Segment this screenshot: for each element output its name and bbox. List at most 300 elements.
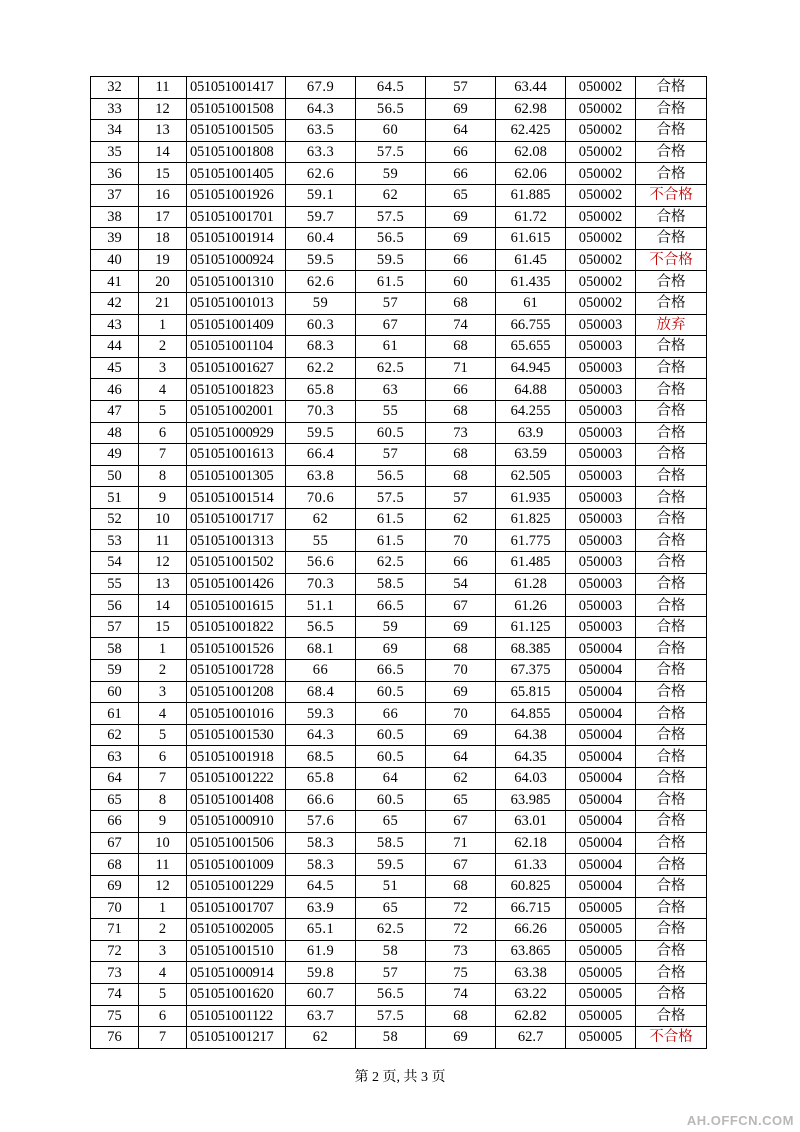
- cell-score-b: 64.5: [356, 77, 426, 99]
- cell-score-b: 58.5: [356, 573, 426, 595]
- cell-exam-id: 051051000910: [187, 811, 286, 833]
- cell-seq: 32: [91, 77, 139, 99]
- cell-score-c: 70: [426, 703, 496, 725]
- cell-score-b: 62.5: [356, 919, 426, 941]
- cell-score-b: 57: [356, 444, 426, 466]
- cell-score-a: 66.4: [286, 444, 356, 466]
- cell-score-a: 62: [286, 1027, 356, 1049]
- cell-total: 66.715: [496, 897, 566, 919]
- cell-exam-id: 051051001918: [187, 746, 286, 768]
- table-row: [91, 271, 707, 293]
- cell-position-code: 050005: [566, 962, 636, 984]
- cell-score-c: 70: [426, 660, 496, 682]
- cell-total: 63.59: [496, 444, 566, 466]
- cell-total: 61.28: [496, 573, 566, 595]
- cell-seq: 76: [91, 1027, 139, 1049]
- cell-score-a: 68.3: [286, 336, 356, 358]
- cell-score-c: 69: [426, 228, 496, 250]
- cell-exam-id: 051051001613: [187, 444, 286, 466]
- table-row: [91, 919, 707, 941]
- cell-status: 合格: [636, 789, 707, 811]
- cell-rank: 11: [139, 854, 187, 876]
- results-table: [90, 76, 707, 1049]
- cell-position-code: 050004: [566, 660, 636, 682]
- cell-rank: 16: [139, 184, 187, 206]
- table-row: [91, 163, 707, 185]
- cell-rank: 12: [139, 875, 187, 897]
- cell-position-code: 050003: [566, 314, 636, 336]
- cell-status: 合格: [636, 660, 707, 682]
- table-row: [91, 422, 707, 444]
- cell-rank: 7: [139, 1027, 187, 1049]
- table-row: [91, 832, 707, 854]
- cell-total: 61.33: [496, 854, 566, 876]
- table-row: [91, 379, 707, 401]
- cell-total: 64.03: [496, 768, 566, 790]
- cell-score-a: 64.3: [286, 724, 356, 746]
- cell-exam-id: 051051001408: [187, 789, 286, 811]
- cell-score-c: 62: [426, 768, 496, 790]
- cell-exam-id: 051051001914: [187, 228, 286, 250]
- cell-rank: 12: [139, 552, 187, 574]
- results-body: [91, 77, 707, 1049]
- cell-rank: 4: [139, 962, 187, 984]
- cell-score-c: 69: [426, 616, 496, 638]
- cell-total: 65.815: [496, 681, 566, 703]
- cell-exam-id: 051051001016: [187, 703, 286, 725]
- cell-exam-id: 051051001009: [187, 854, 286, 876]
- cell-score-b: 59.5: [356, 249, 426, 271]
- cell-score-c: 71: [426, 357, 496, 379]
- cell-rank: 8: [139, 789, 187, 811]
- cell-total: 61.125: [496, 616, 566, 638]
- cell-rank: 6: [139, 1005, 187, 1027]
- cell-position-code: 050004: [566, 638, 636, 660]
- cell-score-a: 66: [286, 660, 356, 682]
- cell-score-a: 59.7: [286, 206, 356, 228]
- cell-position-code: 050003: [566, 552, 636, 574]
- table-row: [91, 77, 707, 99]
- cell-score-c: 68: [426, 292, 496, 314]
- cell-position-code: 050005: [566, 1027, 636, 1049]
- cell-score-b: 56.5: [356, 98, 426, 120]
- cell-score-b: 69: [356, 638, 426, 660]
- cell-rank: 3: [139, 681, 187, 703]
- cell-score-a: 59.5: [286, 422, 356, 444]
- cell-seq: 75: [91, 1005, 139, 1027]
- cell-rank: 14: [139, 141, 187, 163]
- cell-rank: 10: [139, 832, 187, 854]
- cell-total: 64.855: [496, 703, 566, 725]
- cell-score-a: 67.9: [286, 77, 356, 99]
- cell-total: 61.26: [496, 595, 566, 617]
- cell-rank: 15: [139, 163, 187, 185]
- cell-seq: 51: [91, 487, 139, 509]
- cell-position-code: 050004: [566, 875, 636, 897]
- cell-score-c: 62: [426, 508, 496, 530]
- cell-score-c: 68: [426, 400, 496, 422]
- cell-score-c: 75: [426, 962, 496, 984]
- cell-status: 合格: [636, 616, 707, 638]
- cell-score-b: 59: [356, 616, 426, 638]
- cell-score-b: 63: [356, 379, 426, 401]
- cell-score-a: 59.1: [286, 184, 356, 206]
- table-row: [91, 487, 707, 509]
- cell-score-c: 69: [426, 724, 496, 746]
- cell-seq: 42: [91, 292, 139, 314]
- cell-score-c: 73: [426, 422, 496, 444]
- table-row: [91, 638, 707, 660]
- cell-score-c: 57: [426, 487, 496, 509]
- cell-rank: 8: [139, 465, 187, 487]
- cell-total: 66.755: [496, 314, 566, 336]
- cell-exam-id: 051051001229: [187, 875, 286, 897]
- cell-total: 64.255: [496, 400, 566, 422]
- cell-total: 63.01: [496, 811, 566, 833]
- cell-exam-id: 051051001620: [187, 983, 286, 1005]
- cell-score-c: 69: [426, 98, 496, 120]
- cell-exam-id: 051051001222: [187, 768, 286, 790]
- cell-score-a: 60.7: [286, 983, 356, 1005]
- cell-position-code: 050003: [566, 595, 636, 617]
- cell-status: 合格: [636, 681, 707, 703]
- cell-score-a: 64.3: [286, 98, 356, 120]
- cell-seq: 47: [91, 400, 139, 422]
- cell-score-a: 70.3: [286, 573, 356, 595]
- cell-score-b: 51: [356, 875, 426, 897]
- cell-position-code: 050003: [566, 357, 636, 379]
- cell-exam-id: 051051001615: [187, 595, 286, 617]
- cell-total: 61: [496, 292, 566, 314]
- cell-status: 不合格: [636, 184, 707, 206]
- cell-position-code: 050004: [566, 724, 636, 746]
- cell-status: 合格: [636, 141, 707, 163]
- cell-total: 61.72: [496, 206, 566, 228]
- cell-total: 63.22: [496, 983, 566, 1005]
- cell-rank: 21: [139, 292, 187, 314]
- cell-score-a: 65.8: [286, 768, 356, 790]
- cell-total: 60.825: [496, 875, 566, 897]
- cell-exam-id: 051051001208: [187, 681, 286, 703]
- cell-score-b: 57: [356, 962, 426, 984]
- cell-seq: 56: [91, 595, 139, 617]
- cell-position-code: 050003: [566, 573, 636, 595]
- cell-seq: 74: [91, 983, 139, 1005]
- table-row: [91, 854, 707, 876]
- cell-exam-id: 051051001514: [187, 487, 286, 509]
- cell-rank: 9: [139, 811, 187, 833]
- cell-score-c: 74: [426, 314, 496, 336]
- cell-score-c: 74: [426, 983, 496, 1005]
- cell-score-b: 60.5: [356, 789, 426, 811]
- cell-score-b: 56.5: [356, 465, 426, 487]
- cell-position-code: 050003: [566, 487, 636, 509]
- cell-rank: 20: [139, 271, 187, 293]
- table-row: [91, 314, 707, 336]
- cell-score-b: 65: [356, 811, 426, 833]
- cell-score-c: 57: [426, 77, 496, 99]
- table-row: [91, 249, 707, 271]
- table-row: [91, 508, 707, 530]
- cell-score-b: 66.5: [356, 660, 426, 682]
- cell-score-a: 59.8: [286, 962, 356, 984]
- cell-score-a: 64.5: [286, 875, 356, 897]
- cell-status: 合格: [636, 379, 707, 401]
- table-row: [91, 962, 707, 984]
- cell-score-b: 60.5: [356, 422, 426, 444]
- cell-score-b: 67: [356, 314, 426, 336]
- cell-score-b: 60.5: [356, 746, 426, 768]
- cell-rank: 7: [139, 768, 187, 790]
- cell-position-code: 050002: [566, 77, 636, 99]
- cell-score-b: 66: [356, 703, 426, 725]
- cell-exam-id: 051051001409: [187, 314, 286, 336]
- cell-exam-id: 051051002001: [187, 400, 286, 422]
- cell-total: 61.935: [496, 487, 566, 509]
- cell-position-code: 050002: [566, 249, 636, 271]
- cell-seq: 65: [91, 789, 139, 811]
- cell-exam-id: 051051001104: [187, 336, 286, 358]
- cell-score-b: 61.5: [356, 530, 426, 552]
- cell-status: 合格: [636, 552, 707, 574]
- cell-score-b: 61: [356, 336, 426, 358]
- cell-score-c: 65: [426, 184, 496, 206]
- cell-rank: 17: [139, 206, 187, 228]
- cell-rank: 18: [139, 228, 187, 250]
- cell-seq: 44: [91, 336, 139, 358]
- cell-score-c: 73: [426, 940, 496, 962]
- cell-status: 合格: [636, 768, 707, 790]
- cell-position-code: 050005: [566, 919, 636, 941]
- cell-status: 合格: [636, 422, 707, 444]
- cell-seq: 60: [91, 681, 139, 703]
- cell-exam-id: 051051001505: [187, 120, 286, 142]
- cell-score-c: 64: [426, 746, 496, 768]
- cell-status: 合格: [636, 163, 707, 185]
- cell-seq: 53: [91, 530, 139, 552]
- table-row: [91, 897, 707, 919]
- table-row: [91, 940, 707, 962]
- cell-score-a: 59.3: [286, 703, 356, 725]
- cell-position-code: 050004: [566, 768, 636, 790]
- cell-status: 合格: [636, 98, 707, 120]
- cell-status: 合格: [636, 832, 707, 854]
- cell-position-code: 050004: [566, 703, 636, 725]
- cell-status: 合格: [636, 897, 707, 919]
- cell-score-a: 70.3: [286, 400, 356, 422]
- cell-seq: 58: [91, 638, 139, 660]
- table-row: [91, 789, 707, 811]
- cell-exam-id: 051051001701: [187, 206, 286, 228]
- cell-rank: 14: [139, 595, 187, 617]
- cell-status: 合格: [636, 206, 707, 228]
- cell-seq: 61: [91, 703, 139, 725]
- cell-exam-id: 051051001310: [187, 271, 286, 293]
- cell-rank: 4: [139, 379, 187, 401]
- table-row: [91, 465, 707, 487]
- cell-seq: 48: [91, 422, 139, 444]
- cell-score-a: 68.1: [286, 638, 356, 660]
- table-row: [91, 120, 707, 142]
- cell-score-b: 57.5: [356, 206, 426, 228]
- cell-score-a: 59.5: [286, 249, 356, 271]
- cell-seq: 40: [91, 249, 139, 271]
- cell-rank: 3: [139, 940, 187, 962]
- cell-exam-id: 051051001508: [187, 98, 286, 120]
- cell-score-c: 69: [426, 206, 496, 228]
- cell-total: 63.865: [496, 940, 566, 962]
- table-row: [91, 357, 707, 379]
- cell-seq: 54: [91, 552, 139, 574]
- cell-total: 64.945: [496, 357, 566, 379]
- table-row: [91, 681, 707, 703]
- cell-score-a: 63.5: [286, 120, 356, 142]
- cell-rank: 10: [139, 508, 187, 530]
- cell-exam-id: 051051001417: [187, 77, 286, 99]
- cell-score-c: 64: [426, 120, 496, 142]
- cell-score-a: 59: [286, 292, 356, 314]
- cell-score-c: 69: [426, 1027, 496, 1049]
- cell-seq: 38: [91, 206, 139, 228]
- cell-exam-id: 051051001217: [187, 1027, 286, 1049]
- cell-score-c: 67: [426, 854, 496, 876]
- cell-rank: 7: [139, 444, 187, 466]
- table-row: [91, 1027, 707, 1049]
- cell-exam-id: 051051001426: [187, 573, 286, 595]
- cell-position-code: 050005: [566, 1005, 636, 1027]
- cell-status: 合格: [636, 854, 707, 876]
- cell-score-c: 68: [426, 465, 496, 487]
- cell-total: 67.375: [496, 660, 566, 682]
- cell-score-a: 62: [286, 508, 356, 530]
- cell-total: 61.435: [496, 271, 566, 293]
- cell-total: 62.98: [496, 98, 566, 120]
- cell-seq: 68: [91, 854, 139, 876]
- cell-position-code: 050002: [566, 271, 636, 293]
- table-row: [91, 746, 707, 768]
- cell-score-a: 68.4: [286, 681, 356, 703]
- table-row: [91, 141, 707, 163]
- cell-seq: 52: [91, 508, 139, 530]
- cell-score-b: 62.5: [356, 552, 426, 574]
- cell-status: 合格: [636, 962, 707, 984]
- cell-seq: 64: [91, 768, 139, 790]
- cell-score-c: 68: [426, 1005, 496, 1027]
- cell-total: 62.7: [496, 1027, 566, 1049]
- cell-total: 63.985: [496, 789, 566, 811]
- cell-score-b: 64: [356, 768, 426, 790]
- cell-score-c: 66: [426, 163, 496, 185]
- cell-score-a: 58.3: [286, 832, 356, 854]
- cell-total: 61.485: [496, 552, 566, 574]
- page-number: 第 2 页, 共 3 页: [354, 1070, 446, 1085]
- cell-rank: 4: [139, 703, 187, 725]
- cell-score-c: 54: [426, 573, 496, 595]
- cell-seq: 45: [91, 357, 139, 379]
- cell-status: 合格: [636, 530, 707, 552]
- cell-seq: 36: [91, 163, 139, 185]
- cell-seq: 71: [91, 919, 139, 941]
- cell-score-c: 67: [426, 811, 496, 833]
- cell-exam-id: 051051001502: [187, 552, 286, 574]
- cell-score-b: 58.5: [356, 832, 426, 854]
- cell-seq: 69: [91, 875, 139, 897]
- table-row: [91, 228, 707, 250]
- cell-score-c: 68: [426, 638, 496, 660]
- cell-rank: 3: [139, 357, 187, 379]
- cell-rank: 5: [139, 724, 187, 746]
- table-row: [91, 573, 707, 595]
- cell-position-code: 050003: [566, 336, 636, 358]
- cell-exam-id: 051051002005: [187, 919, 286, 941]
- cell-total: 61.885: [496, 184, 566, 206]
- cell-exam-id: 051051001530: [187, 724, 286, 746]
- cell-status: 合格: [636, 638, 707, 660]
- cell-rank: 1: [139, 314, 187, 336]
- cell-score-b: 60: [356, 120, 426, 142]
- cell-score-c: 60: [426, 271, 496, 293]
- cell-score-a: 70.6: [286, 487, 356, 509]
- cell-score-b: 61.5: [356, 271, 426, 293]
- cell-position-code: 050003: [566, 616, 636, 638]
- cell-total: 61.45: [496, 249, 566, 271]
- table-row: [91, 552, 707, 574]
- cell-score-b: 65: [356, 897, 426, 919]
- cell-score-b: 62.5: [356, 357, 426, 379]
- cell-position-code: 050004: [566, 854, 636, 876]
- cell-total: 61.615: [496, 228, 566, 250]
- cell-status: 放弃: [636, 314, 707, 336]
- cell-position-code: 050005: [566, 897, 636, 919]
- cell-score-c: 71: [426, 832, 496, 854]
- cell-exam-id: 051051001526: [187, 638, 286, 660]
- cell-position-code: 050002: [566, 206, 636, 228]
- cell-total: 64.38: [496, 724, 566, 746]
- cell-score-a: 63.7: [286, 1005, 356, 1027]
- cell-rank: 6: [139, 422, 187, 444]
- cell-position-code: 050003: [566, 465, 636, 487]
- cell-score-c: 67: [426, 595, 496, 617]
- cell-score-c: 70: [426, 530, 496, 552]
- cell-status: 合格: [636, 336, 707, 358]
- cell-exam-id: 051051001707: [187, 897, 286, 919]
- cell-score-b: 56.5: [356, 228, 426, 250]
- table-row: [91, 98, 707, 120]
- cell-rank: 11: [139, 530, 187, 552]
- cell-exam-id: 051051001510: [187, 940, 286, 962]
- cell-score-b: 57.5: [356, 487, 426, 509]
- cell-score-a: 58.3: [286, 854, 356, 876]
- cell-seq: 63: [91, 746, 139, 768]
- cell-position-code: 050005: [566, 983, 636, 1005]
- cell-seq: 46: [91, 379, 139, 401]
- cell-seq: 50: [91, 465, 139, 487]
- cell-score-b: 60.5: [356, 724, 426, 746]
- cell-status: 合格: [636, 444, 707, 466]
- cell-score-c: 66: [426, 141, 496, 163]
- cell-seq: 72: [91, 940, 139, 962]
- cell-total: 63.38: [496, 962, 566, 984]
- cell-score-b: 58: [356, 1027, 426, 1049]
- cell-score-c: 68: [426, 336, 496, 358]
- cell-exam-id: 051051001013: [187, 292, 286, 314]
- cell-score-a: 62.2: [286, 357, 356, 379]
- cell-score-a: 56.6: [286, 552, 356, 574]
- cell-status: 合格: [636, 919, 707, 941]
- table-row: [91, 1005, 707, 1027]
- cell-rank: 6: [139, 746, 187, 768]
- cell-exam-id: 051051001808: [187, 141, 286, 163]
